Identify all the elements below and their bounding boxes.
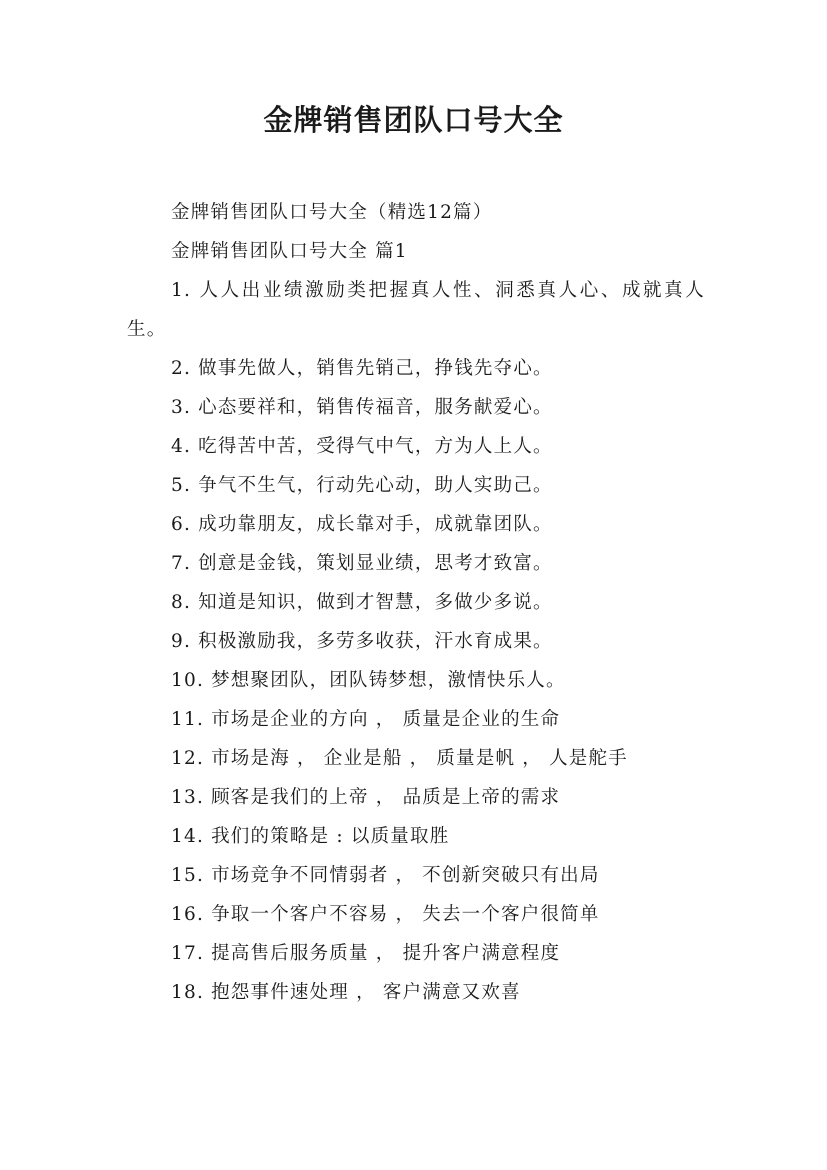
slogan-item: 16. 争取一个客户不容易 ， 失去一个客户很简单 <box>171 904 600 925</box>
slogan-item: 10. 梦想聚团队，团队铸梦想，激情快乐人。 <box>171 670 566 691</box>
slogan-item: 8. 知道是知识，做到才智慧，多做少多说。 <box>171 592 553 613</box>
document-body <box>127 193 705 1012</box>
slogan-item: 11. 市场是企业的方向 ， 质量是企业的生命 <box>171 709 561 730</box>
slogan-item: 12. 市场是海 ， 企业是船 ， 质量是帆 ， 人是舵手 <box>171 748 628 769</box>
section-heading: 金牌销售团队口号大全 篇1 <box>171 241 408 262</box>
slogan-item: 4. 吃得苦中苦，受得气中气，方为人上人。 <box>171 436 553 457</box>
slogan-item: 17. 提高售后服务质量 ， 提升客户满意程度 <box>171 943 561 964</box>
slogan-item: 6. 成功靠朋友，成长靠对手，成就靠团队。 <box>171 514 553 535</box>
slogan-item: 13. 顾客是我们的上帝 ， 品质是上帝的需求 <box>171 787 561 808</box>
slogan-item: 18. 抱怨事件速处理 ， 客户满意又欢喜 <box>171 982 521 1003</box>
subtitle-line: 金牌销售团队口号大全（精选12篇） <box>171 202 493 223</box>
slogan-item: 2. 做事先做人，销售先销己，挣钱先夺心。 <box>171 358 553 379</box>
slogan-item: 3. 心态要祥和，销售传福音，服务献爱心。 <box>171 397 553 418</box>
slogan-item: 9. 积极激励我，多劳多收获，汗水育成果。 <box>171 631 553 652</box>
slogan-item: 7. 创意是金钱，策划显业绩，思考才致富。 <box>171 553 553 574</box>
slogan-item: 1. 人人出业绩激励类把握真人性、洞悉真人心、成就真人生。 <box>127 280 705 340</box>
slogan-item: 14. 我们的策略是 : 以质量取胜 <box>171 826 450 847</box>
slogan-item: 5. 争气不生气，行动先心动，助人实助己。 <box>171 475 553 496</box>
slogan-item: 15. 市场竞争不同情弱者 ， 不创新突破只有出局 <box>171 865 600 886</box>
document-title: 金牌销售团队口号大全 <box>263 103 564 137</box>
